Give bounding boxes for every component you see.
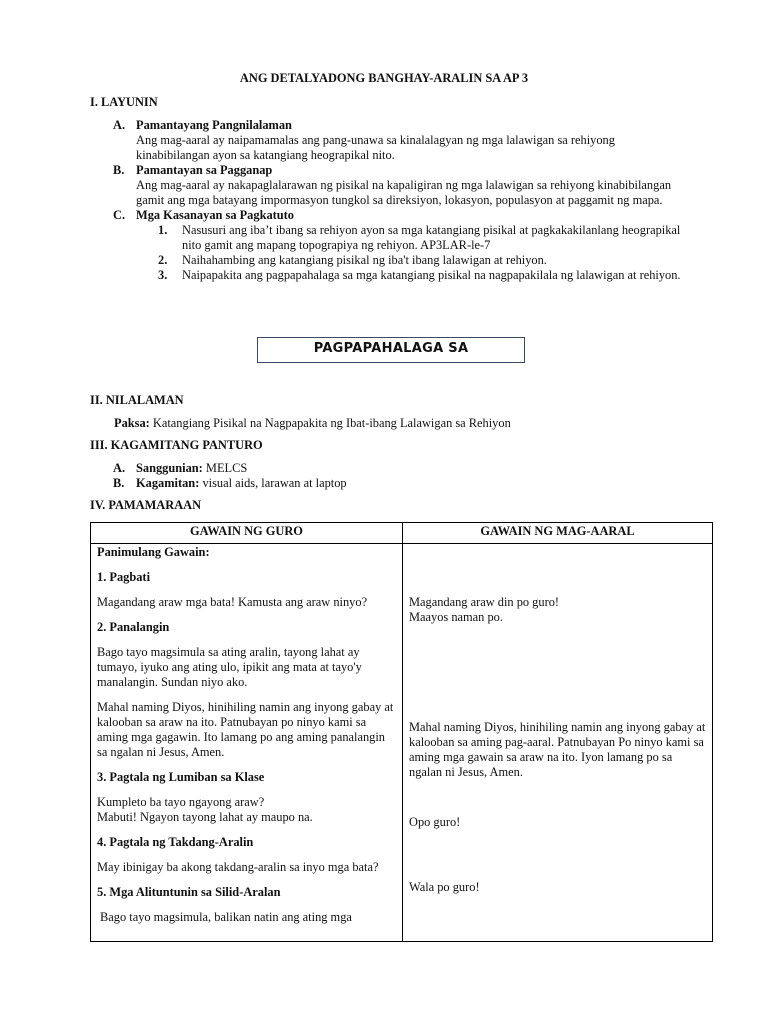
table-header-row	[91, 523, 713, 544]
paksa-line	[114, 416, 511, 431]
kasanayan-item	[158, 253, 683, 268]
guro-panalangin-intro: Bago tayo magsimula sa ating aralin, tayong lahat ay tumayo, iyuko ang ating ulo, ipikit ang mata at tayo'y manalangin. Sundan niyo ako.	[97, 645, 362, 689]
item-label: Kagamitan:	[136, 476, 200, 490]
guro-alituntunin-text: Bago tayo magsimula, balikan natin ang ating mga	[100, 910, 352, 924]
magaaral-pagbati-1: Magandang araw din po guro!	[409, 595, 560, 609]
item-number: 1.	[158, 223, 168, 237]
kagamitan-list	[113, 461, 683, 491]
step-pagbati: 1. Pagbati	[97, 570, 151, 584]
kasanayan-item	[158, 268, 683, 283]
guro-lumiban-followup: Mabuti! Ngayon tayong lahat ay maupo na.	[97, 810, 313, 824]
magaaral-panalangin-text: Mahal naming Diyos, hinihiling namin ang inyong gabay at kalooban sa aming pag-aaral. Patnubayan Po ninyo kami sa aming mga gawain sa araw na ito. Iyon lamang po sa ngalan ni Jesus, Amen.	[409, 720, 706, 779]
item-label: Pamantayang Pangnilalaman	[136, 118, 292, 132]
layunin-item-b	[113, 163, 683, 208]
guro-lumiban-question: Kumpleto ba tayo ngayong araw?	[97, 795, 265, 809]
pagpapahalaga-box: PAGPAPAHALAGA SA	[257, 337, 525, 363]
layunin-list	[113, 118, 683, 283]
magaaral-lumiban-text: Opo guro!	[409, 815, 461, 829]
item-text: Nasusuri ang iba’t ibang sa rehiyon ayon sa mga katangiang pisikal at pagkakakilanlang heograpikal nito gamit ang mapang topograpiya ng rehiyon. AP3LAR-le-7	[182, 223, 681, 252]
item-letter: C.	[113, 208, 126, 222]
kasanayan-list	[158, 223, 683, 283]
item-letter: B.	[113, 476, 125, 490]
step-takdang-aralin: 4. Pagtala ng Takdang-Aralin	[97, 835, 254, 849]
kasanayan-item	[158, 223, 683, 253]
item-number: 2.	[158, 253, 168, 267]
step-alituntunin: 5. Mga Alituntunin sa Silid-Aralan	[97, 885, 281, 899]
section-heading-layunin: I. LAYUNIN	[90, 95, 158, 109]
item-text: Naipapakita ang pagpapahalaga sa mga katangiang pisikal na nagpapakilala ng lalawigan at rehiyon.	[182, 268, 681, 282]
item-text: Naihahambing ang katangiang pisikal ng iba't ibang lalawigan at rehiyon.	[182, 253, 547, 267]
guro-pagbati-text: Magandang araw mga bata! Kamusta ang araw ninyo?	[97, 595, 368, 609]
column-header-guro: GAWAIN NG GURO	[91, 523, 403, 544]
magaaral-pagbati-2: Maayos naman po.	[409, 610, 503, 624]
kagamitan-item-b	[113, 476, 683, 491]
section-heading-kagamitan: III. KAGAMITANG PANTURO	[90, 438, 263, 452]
magaaral-takdang-text: Wala po guro!	[409, 880, 480, 894]
paksa-label: Paksa:	[114, 416, 150, 430]
paksa-text: Katangiang Pisikal na Nagpapakita ng Ibat-ibang Lalawigan sa Rehiyon	[152, 416, 511, 430]
layunin-item-a	[113, 118, 683, 163]
step-lumiban: 3. Pagtala ng Lumiban sa Klase	[97, 770, 265, 784]
item-label: Mga Kasanayan sa Pagkatuto	[136, 208, 294, 222]
pamamaraan-table	[90, 522, 713, 942]
panimulang-gawain-title: Panimulang Gawain:	[97, 545, 210, 559]
item-text: visual aids, larawan at laptop	[202, 476, 347, 490]
item-label: Sanggunian:	[136, 461, 203, 475]
document-title: ANG DETALYADONG BANGHAY-ARALIN SA AP 3	[239, 71, 529, 85]
item-text: Ang mag-aaral ay nakapaglalarawan ng pisikal na kapaligiran ng mga lalawigan sa rehiyong kinabibilangan gamit ang mga batayang impormasyon tungkol sa direksiyon, lokasyon, populasyon at paggamit ng mapa.	[136, 178, 672, 207]
item-text: Ang mag-aaral ay naipamamalas ang pang-unawa sa kinalalagyan ng mga lalawigan sa rehiyong kinabibilangan ayon sa katangiang heograpikal nito.	[136, 133, 615, 162]
item-letter: B.	[113, 163, 125, 177]
step-panalangin: 2. Panalangin	[97, 620, 170, 634]
item-letter: A.	[113, 461, 126, 475]
item-label: Pamantayan sa Pagganap	[136, 163, 273, 177]
magaaral-cell	[403, 544, 713, 942]
section-heading-nilalaman: II. NILALAMAN	[90, 393, 184, 407]
kagamitan-item-a	[113, 461, 683, 476]
layunin-item-c	[113, 208, 683, 283]
guro-panalangin-text: Mahal naming Diyos, hinihiling namin ang inyong gabay at kalooban sa araw na ito. Patnubayan po ninyo kami sa aming mga gagawin. Ito lamang po ang aming panalangin sa ngalan ni Jesus, Amen.	[97, 700, 394, 759]
item-text: MELCS	[205, 461, 248, 475]
column-header-magaaral: GAWAIN NG MAG-AARAL	[403, 523, 713, 544]
guro-cell	[91, 544, 403, 942]
table-row	[91, 544, 713, 942]
section-heading-pamamaraan: IV. PAMAMARAAN	[90, 498, 202, 512]
item-letter: A.	[113, 118, 126, 132]
item-number: 3.	[158, 268, 168, 282]
guro-takdang-text: May ibinigay ba akong takdang-aralin sa inyo mga bata?	[97, 860, 379, 874]
